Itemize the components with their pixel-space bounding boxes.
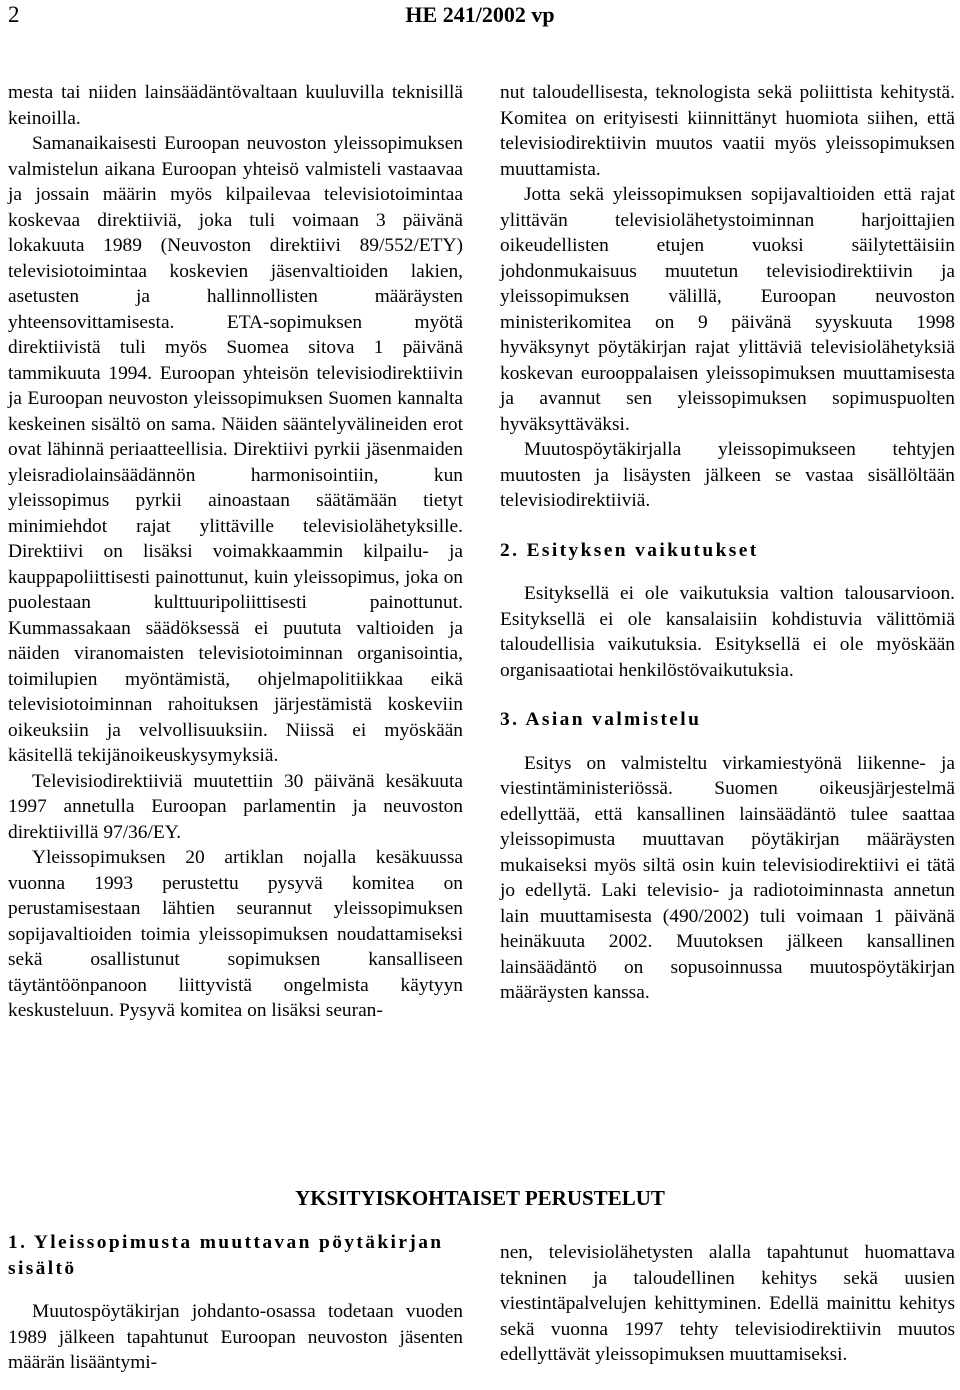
paragraph: Muutospöytäkirjalla yleissopimukseen tehtyjen muutosten ja lisäysten jälkeen se vastaa sisällöltään televisiodirektiiviä. bbox=[500, 439, 955, 511]
paragraph: nen, televisiolähetysten alalla tapahtunut huomattava tekninen ja taloudellinen kehitys sekä uusien viestintäpalvelujen kehittyminen. Edellä mainittu kehitys sekä vuonna 1997 tehty televisiodirektiivin muutos edellyttävät yleissopimuksen muuttamiseksi. bbox=[500, 1242, 955, 1365]
section-heading-1: 1. Yleissopimusta muuttavan pöytäkirjan sisältö bbox=[8, 1232, 444, 1279]
paragraph: Televisiodirektiiviä muutettiin 30 päivänä kesäkuuta 1997 annetulla Euroopan parlamentin ja neuvoston direktiivillä 97/36/EY. bbox=[8, 770, 463, 843]
paragraph: nut taloudellisesta, teknologista sekä poliittista kehitystä. Komitea on erityisesti kiinnittänyt huomiota siihen, että televisiodirektiivin muutos vaatii myös yleissopimuksen muuttamista. bbox=[500, 82, 955, 180]
document-title: HE 241/2002 vp bbox=[405, 2, 555, 27]
paragraph: Muutospöytäkirjan johdanto-osassa todetaan vuoden 1989 jälkeen tapahtunut Euroopan neuvoston jäsenten määrän lisääntymi- bbox=[8, 1301, 463, 1373]
page-header bbox=[0, 0, 960, 56]
section-heading-2: 2. Esityksen vaikutukset bbox=[500, 539, 759, 561]
section-heading-3: 3. Asian valmistelu bbox=[500, 709, 702, 730]
paragraph: Jotta sekä yleissopimuksen sopijavaltioiden että rajat ylittävän televisiolähetystoiminnan harjoittajien oikeudellisten etujen vuoksi säilytettäisiin johdonmukaisuus muutetun televisiodirektiivin ja yleissopimuksen välillä, Euroopan neuvoston ministerikomitea on 9 päivänä syyskuuta 1998 hyväksynyt pöytäkirjan rajat ylittäviä televisiolähetyksiä koskevan eurooppalaisen yleissopimuksen muuttamisesta ja avannut sen yleissopimuksen sopimuspuolten hyväksyttäväksi. bbox=[500, 184, 955, 435]
bottom-right-column bbox=[500, 1240, 955, 1368]
right-column bbox=[500, 80, 955, 1006]
bottom-left-column bbox=[8, 1208, 463, 1376]
paragraph: Esityksellä ei ole vaikutuksia valtion talousarvioon. Esityksellä ei ole kansalaisiin kohdistuvia välittömiä taloudellisia vaikutuksia. Esityksellä ei ole myöskään organisaatiotai henkilöstövaikutuksia. bbox=[500, 583, 955, 681]
paragraph: Yleissopimuksen 20 artiklan nojalla kesäkuussa vuonna 1993 perustettu pysyvä komitea on perustamisestaan lähtien seurannut yleissopimuksen sopijavaltioiden toimia yleissopimuksen noudattamiseksi sekä osallistunut sopimuksen kansalliseen täytäntöönpanoon liittyvistä ongelmista käytyyn keskusteluun. Pysyvä komitea on lisäksi seuran- bbox=[8, 847, 463, 1021]
paragraph: Esitys on valmisteltu virkamiestyönä liikenne- ja viestintäministeriössä. Suomen oikeusjärjestelmä edellyttää, että kansallinen lainsäädäntö tulee saattaa yleissopimusta muuttavan pöytäkirjan määräysten mukaiseksi myös siltä osin kuin televisiodirektiivi ei tätä jo edellytä. Laki televisio- ja radiotoiminnasta annetun lain muuttamisesta (490/2002) tuli voimaan 1 päivänä heinäkuuta 2002. Muutoksen jälkeen kansallinen lainsäädäntö on sopusoinnussa muutospöytäkirjan määräysten kanssa. bbox=[500, 752, 955, 1003]
main-heading: YKSITYISKOHTAISET PERUSTELUT bbox=[295, 1186, 665, 1210]
paragraph: mesta tai niiden lainsäädäntövaltaan kuuluvilla teknisillä keinoilla. bbox=[8, 82, 463, 129]
page-number: 2 bbox=[8, 2, 20, 27]
left-column bbox=[8, 80, 463, 1024]
paragraph: Samanaikaisesti Euroopan neuvoston yleissopimuksen valmistelun aikana Euroopan yhteisö valmisteli vastaavaa ja jossain määrin myös kilpailevaa televisiotoimintaa koskevaa direktiiviä, joka tuli voimaan 3 päivänä lokakuuta 1989 (Neuvoston direktiivi 89/552/ETY) televisiotoimintaa koskevien jäsenvaltioiden lakien, asetusten ja hallinnollisten määräysten yhteensovittamisesta. ETA-sopimuksen myötä direktiivistä tuli myös Suomea sitova 1 päivänä tammikuuta 1994. Euroopan yhteisön televisiodirektiivin ja Euroopan neuvoston yleissopimuksen Suomen kannalta keskeinen sisältö on sama. Näiden sääntelyvälineiden erot ovat lähinnä periaatteellisia. Direktiivi pyrkii jäsenmaiden yleisradiolainsäädännön harmonisointiin, kun yleissopimus pyrkii ainoastaan säätämään tietyt minimiehdot rajat ylittäville televisiolähetyksille. Direktiivi on lisäksi voimakkaammin kilpailu- ja kauppapoliittisesti painottunut, kuin yleissopimus, joka on puolestaan kulttuuripoliittisesti painottunut. Kummassakaan säädöksessä ei puututa valtioiden ja näiden viranomaisten televisiotoiminnan organisointia, toimilupien myöntämistä, ohjelmapolitiikkaa eikä televisiotoiminnan rahoituksen järjestämistä koskeviin oikeuksiin ja velvollisuuksiin. Niissä ei myöskään käsitellä tekijänoikeuskysymyksiä. bbox=[8, 133, 463, 766]
